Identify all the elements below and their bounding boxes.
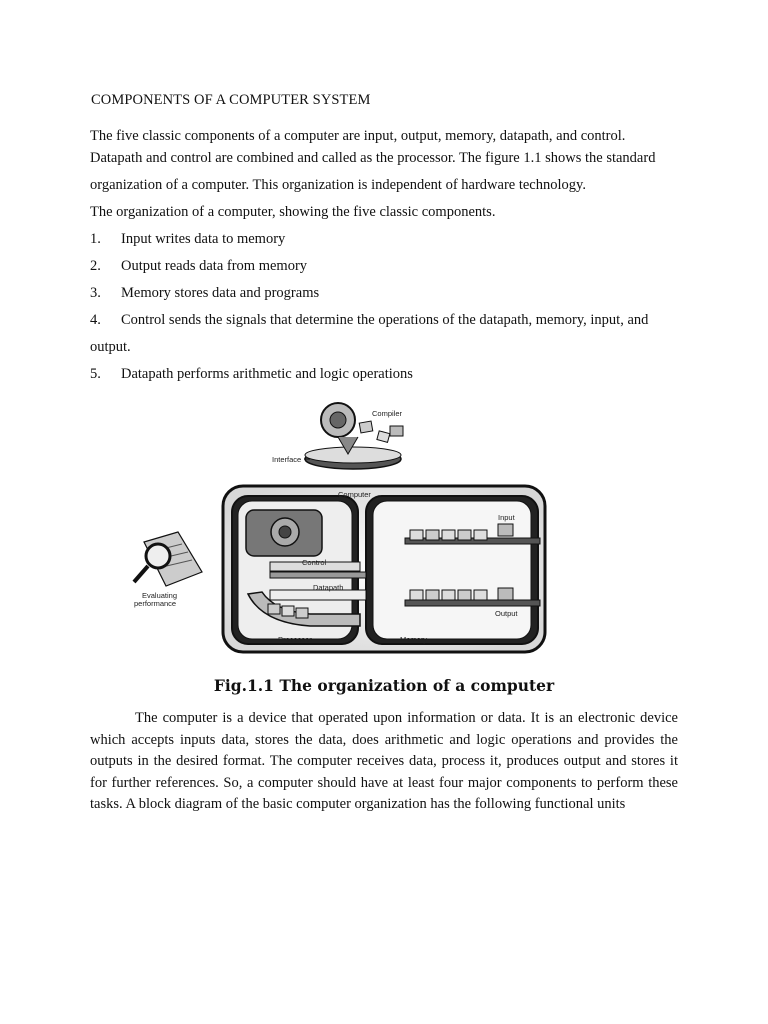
list-text: output. <box>90 339 131 355</box>
list-number: 4. <box>90 312 101 328</box>
compiler-label: Compiler <box>372 409 403 418</box>
evaluating-label-1: Evaluating <box>142 591 178 600</box>
intro-line-3: organization of a computer. This organization is independent of hardware technology. <box>90 177 586 193</box>
computer-label: Computer <box>338 490 371 499</box>
intro-line-4: The organization of a computer, showing the five classic components. <box>90 204 496 220</box>
output-label: Output <box>495 609 518 618</box>
figure-caption: Fig.1.1 The organization of a computer <box>213 676 555 695</box>
list-number: 2. <box>90 258 101 274</box>
intro-line-2: Datapath and control are combined and called as the processor. The figure 1.1 shows the standard <box>90 150 656 166</box>
memory-label: Memory <box>400 635 428 644</box>
list-text: Memory stores data and programs <box>121 285 320 301</box>
list-text: Control sends the signals that determine the operations of the datapath, memory, input, and <box>121 312 649 328</box>
list-item <box>90 312 648 329</box>
evaluating-label-2: performance <box>134 599 177 608</box>
list-text: Datapath performs arithmetic and logic operations <box>121 366 413 382</box>
list-text: Input writes data to memory <box>121 231 286 247</box>
processor-label: Processor <box>278 635 312 644</box>
list-text: Output reads data from memory <box>121 258 308 274</box>
list-item <box>90 285 319 302</box>
body-paragraph: The computer is a device that operated upon information or data. It is an electronic device which accepts inputs data, stores the data, does arithmetic and logic operations and provides the outputs in the desired format. The computer receives data, process it, produces output and stores it for further references. So, a computer should have at least four major components to perform these tasks. A block diagram of the basic computer organization has the following functional units <box>90 710 678 813</box>
magnifying-glass-icon <box>134 532 202 586</box>
computer-organization-figure <box>120 392 550 660</box>
list-item-continuation <box>90 339 131 356</box>
list-number: 1. <box>90 231 101 247</box>
list-number: 3. <box>90 285 101 301</box>
control-label: Control <box>302 558 327 567</box>
list-item <box>90 258 307 275</box>
input-label: Input <box>498 513 515 522</box>
list-item <box>90 366 413 383</box>
page-title: COMPONENTS OF A COMPUTER SYSTEM <box>91 92 371 108</box>
list-number: 5. <box>90 366 101 382</box>
intro-line-1: The five classic components of a computer are input, output, memory, datapath, and control. <box>90 128 626 144</box>
datapath-label: Datapath <box>313 583 344 592</box>
interface-label: Interface <box>272 455 302 464</box>
list-item <box>90 231 285 248</box>
